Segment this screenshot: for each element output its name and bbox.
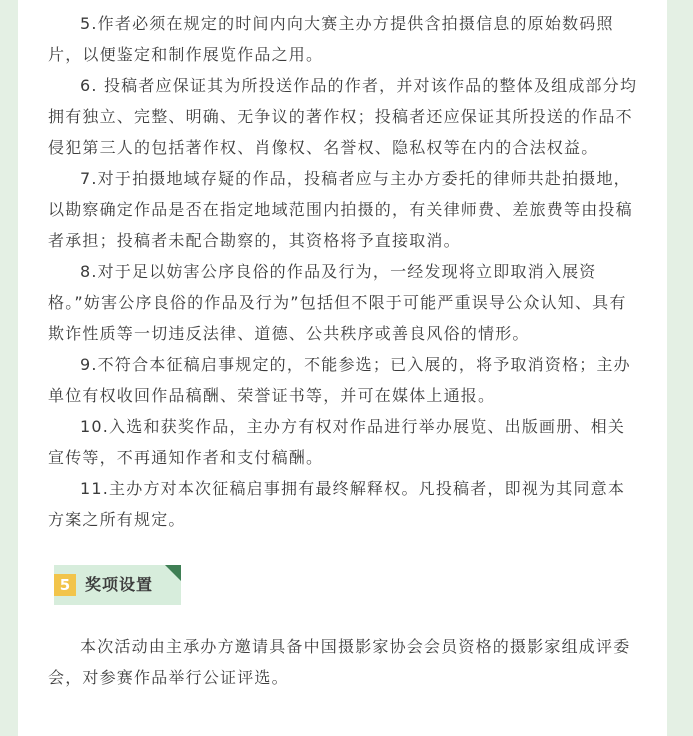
article-body xyxy=(18,0,667,736)
corner-triangle-icon xyxy=(165,565,181,581)
rule-paragraph-8: 8.对于足以妨害公序良俗的作品及行为，一经发现将立即取消入展资格。”妨害公序良俗的作品及行为”包括但不限于可能严重误导公众认知、具有欺诈性质等一切违反法律、道德、公共秩序或善良风俗的情形。 xyxy=(48,262,627,343)
rule-paragraph-11: 11.主办方对本次征稿启事拥有最终解释权。凡投稿者，即视为其同意本方案之所有规定。 xyxy=(48,479,626,529)
rule-paragraph-7: 7.对于拍摄地域存疑的作品，投稿者应与主办方委托的律师共赴拍摄地，以勘察确定作品是否在指定地域范围内拍摄的，有关律师费、差旅费等由投稿者承担；投稿者未配合勘察的，其资格将予直接取消。 xyxy=(48,169,633,250)
section-number-badge: 5 xyxy=(54,574,76,596)
section-title: 奖项设置 xyxy=(85,575,154,594)
left-margin xyxy=(0,0,18,736)
rule-paragraph-10: 10.入选和获奖作品，主办方有权对作品进行举办展览、出版画册、相关宣传等，不再通知作者和支付稿酬。 xyxy=(48,417,626,467)
right-margin xyxy=(667,0,693,736)
section-header xyxy=(48,565,181,605)
award-paragraph: 本次活动由主承办方邀请具备中国摄影家协会会员资格的摄影家组成评委会，对参赛作品举行公证评选。 xyxy=(48,637,631,687)
rule-paragraph-5: 5.作者必须在规定的时间内向大赛主办方提供含拍摄信息的原始数码照片，以便鉴定和制作展览作品之用。 xyxy=(48,14,614,64)
rule-paragraph-6: 6. 投稿者应保证其为所投送作品的作者，并对该作品的整体及组成部分均拥有独立、完整、明确、无争议的著作权；投稿者还应保证其所投送的作品不侵犯第三人的包括著作权、肖像权、名誉权、隐私权等在内的合法权益。 xyxy=(48,76,638,157)
rule-paragraph-9: 9.不符合本征稿启事规定的，不能参选；已入展的，将予取消资格；主办单位有权收回作品稿酬、荣誉证书等，并可在媒体上通报。 xyxy=(48,355,631,405)
